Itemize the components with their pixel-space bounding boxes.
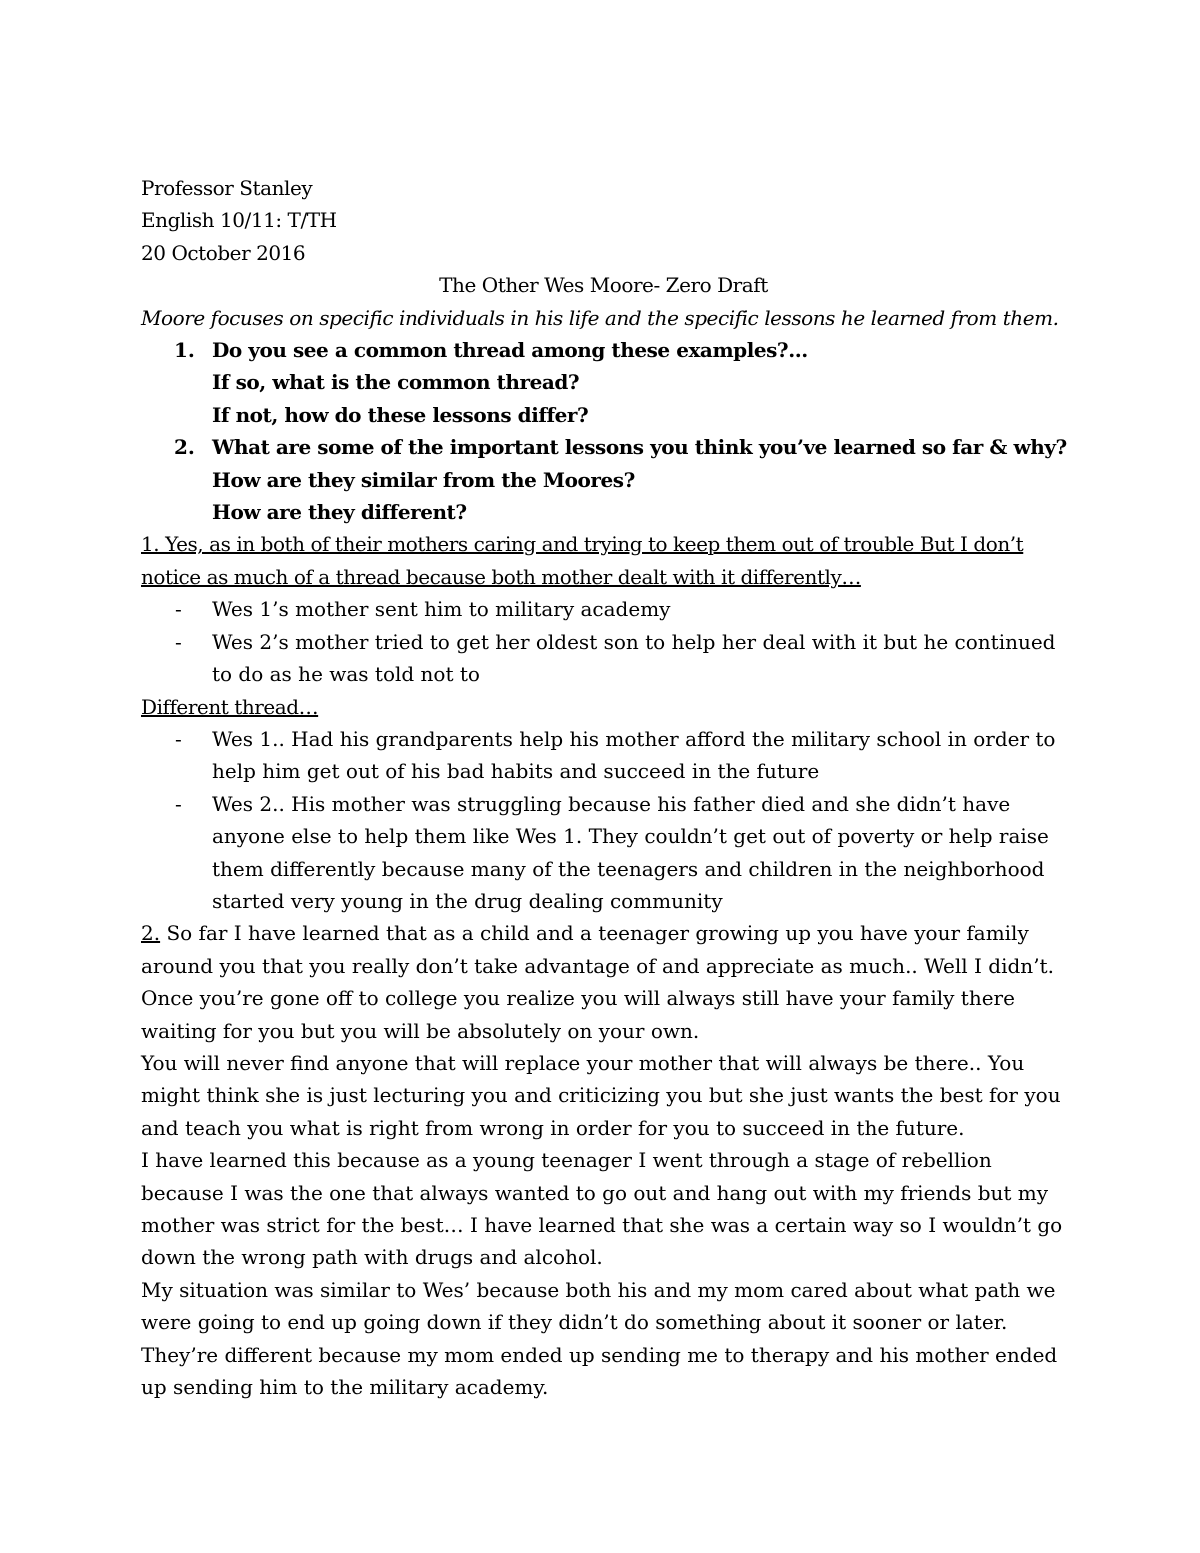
dash-bullet: - xyxy=(175,629,182,654)
list-item xyxy=(141,593,1066,625)
list-item-text: Wes 1.. Had his grandparents help his mother afford the military school in order to help him get out of his bad habits and succeed in the future xyxy=(212,726,1056,784)
question-line: How are they similar from the Moores? xyxy=(212,467,635,492)
answer-2-paragraph: I have learned this because as a young teenager I went through a stage of rebellion because I was the one that always wanted to go out and hang out with my friends but my mother was strict for the best… I have learned that she was a certain way so I wouldn’t go down the wrong path with drugs and alcohol. xyxy=(141,1148,1063,1270)
question-number: 1. xyxy=(174,338,195,363)
document-title: The Other Wes Moore- Zero Draft xyxy=(439,273,768,298)
question-line: Do you see a common thread among these examples?... xyxy=(212,338,808,363)
prompt-text: Moore focuses on specific individuals in his life and the specific lessons he learned from them. xyxy=(141,305,1059,330)
list-item xyxy=(141,723,1066,788)
answer-2-paragraph: You will never find anyone that will replace your mother that will always be there.. You might think she is just lecturing you and criticizing you but she just wants the best for you and teach you what is right from wrong in order for you to succeed in the future. xyxy=(141,1050,1061,1140)
list-item-text: Wes 2’s mother tried to get her oldest son to help her deal with it but he continued to do as he was told not to xyxy=(212,629,1056,687)
answer-1-line: notice as much of a thread because both mother dealt with it differently… xyxy=(141,564,861,589)
professor-name: Professor Stanley xyxy=(141,176,313,200)
dash-bullet: - xyxy=(175,726,182,751)
list-item xyxy=(141,788,1066,918)
question-line: If not, how do these lessons differ? xyxy=(212,402,589,427)
question-1 xyxy=(141,334,1066,431)
answer-2-number: 2. xyxy=(141,921,161,946)
dash-bullet: - xyxy=(175,791,182,816)
answer-1-line: 1. Yes, as in both of their mothers caring and trying to keep them out of trouble But I don’t xyxy=(141,532,1024,557)
course-name: English 10/11: T/TH xyxy=(141,208,337,233)
question-line: How are they different? xyxy=(212,500,467,525)
answer-2-paragraph: My situation was similar to Wes’ because both his and my mom cared about what path we were going to end up going down if they didn’t do something about it sooner or later. They’re different because my mom ended up sending me to therapy and his mother ended up sending him to the military academy. xyxy=(141,1277,1058,1400)
different-thread-heading: Different thread… xyxy=(141,694,319,719)
answer-2-paragraph xyxy=(141,917,1066,1047)
list-item-text: Wes 2.. His mother was struggling because his father died and she didn’t have anyone else to help them like Wes 1. They couldn’t get out of poverty or help raise them differently because many of the teenagers and children in the neighborhood started very young in the drug dealing community xyxy=(212,791,1049,913)
date: 20 October 2016 xyxy=(141,240,306,265)
question-line: What are some of the important lessons you think you’ve learned so far & why? xyxy=(212,435,1067,460)
answer-2-text: So far I have learned that as a child and a teenager growing up you have your family around you that you really don’t take advantage of and appreciate as much.. Well I didn’t. Once you’re gone off to college you realize you will always still have your family there waiting for you but you will be absolutely on your own. xyxy=(141,921,1054,1043)
question-2 xyxy=(141,431,1066,528)
question-number: 2. xyxy=(174,435,195,460)
document-body xyxy=(141,172,1066,1403)
list-item xyxy=(141,626,1066,691)
question-line: If so, what is the common thread? xyxy=(212,370,580,395)
dash-bullet: - xyxy=(175,597,182,622)
list-item-text: Wes 1’s mother sent him to military academy xyxy=(212,597,671,622)
